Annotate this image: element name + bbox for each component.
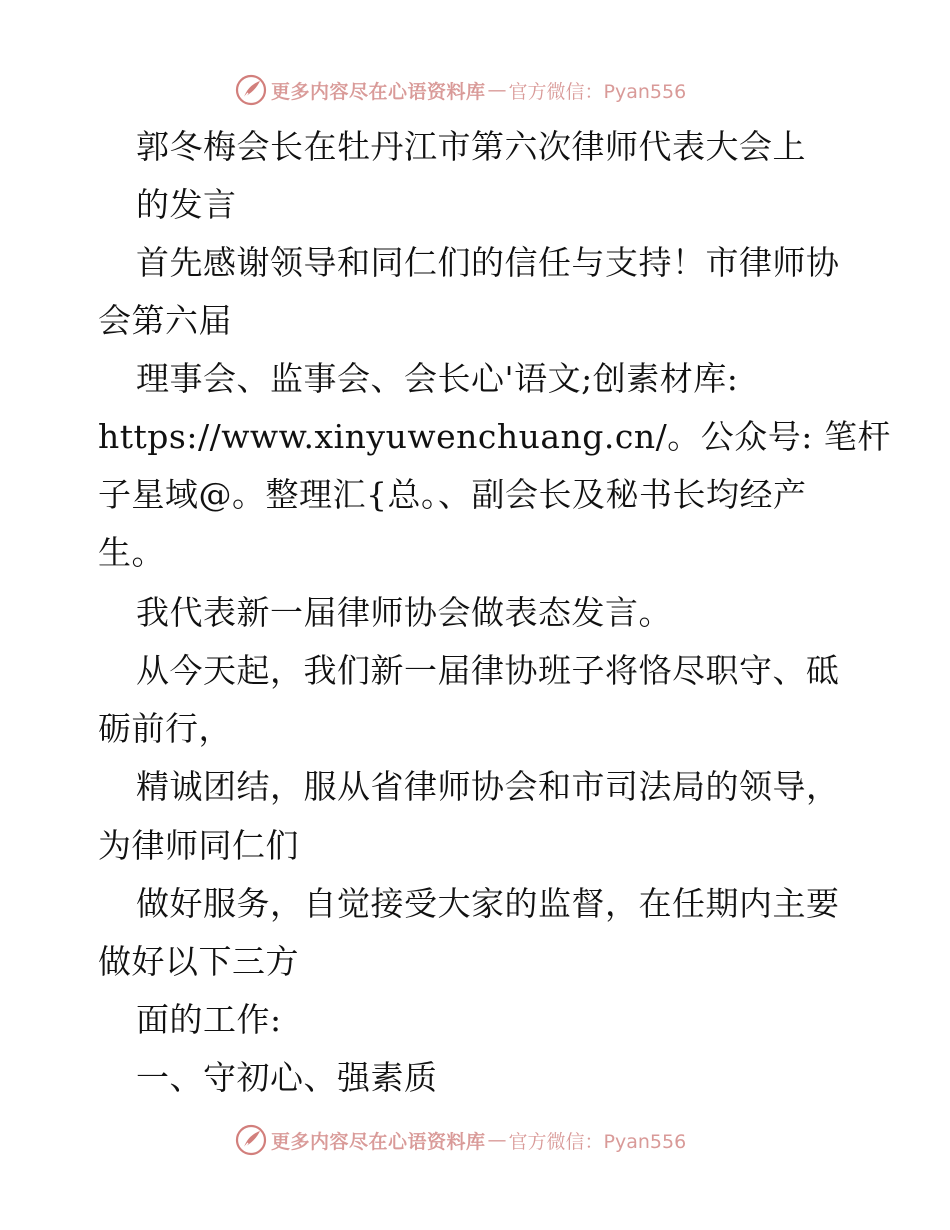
paragraph-line: https://www.xinyuwenchuang.cn/。公众号: 笔杆 [98,417,891,456]
paragraph-line: 为律师同仁们 [98,826,299,865]
quill-pen-logo-icon [235,1124,267,1156]
paragraph-line: 会第六届 [98,301,232,340]
paragraph-line: 做好服务，自觉接受大家的监督，在任期内主要 [136,884,840,923]
paragraph-line: 生。 [98,533,165,572]
paragraph-line: 我代表新一届律师协会做表态发言。 [136,593,672,632]
quill-pen-logo-icon [235,74,267,106]
header-watermark [235,73,686,107]
watermark-dash: — [487,1129,507,1151]
footer-watermark [235,1123,686,1157]
watermark-dash: — [487,79,507,101]
paragraph-line: 面的工作: [136,1000,282,1039]
paragraph-line: 子星域@。整理汇{总。、副会长及秘书长均经产 [98,475,807,514]
watermark-contact-text: 官方微信：Pyan556 [508,1130,687,1153]
paragraph-line: 首先感谢领导和同仁们的信任与支持！市律师协 [136,243,840,282]
document-title-line-1: 郭冬梅会长在牡丹江市第六次律师代表大会上 [136,127,806,166]
watermark-brand-text: 更多内容尽在心语资料库 [271,80,486,103]
paragraph-line: 砺前行， [98,709,232,748]
watermark-contact-text: 官方微信：Pyan556 [508,80,687,103]
paragraph-line: 从今天起，我们新一届律协班子将恪尽职守、砥 [136,651,840,690]
paragraph-line: 理事会、监事会、会长心'语文;创素材库: [136,359,739,398]
section-heading: 一、守初心、强素质 [136,1058,438,1097]
watermark-brand-text: 更多内容尽在心语资料库 [271,1130,486,1153]
paragraph-line: 精诚团结，服从省律师协会和市司法局的领导， [136,767,840,806]
document-title-line-2: 的发言 [136,185,237,224]
paragraph-line: 做好以下三方 [98,942,299,981]
